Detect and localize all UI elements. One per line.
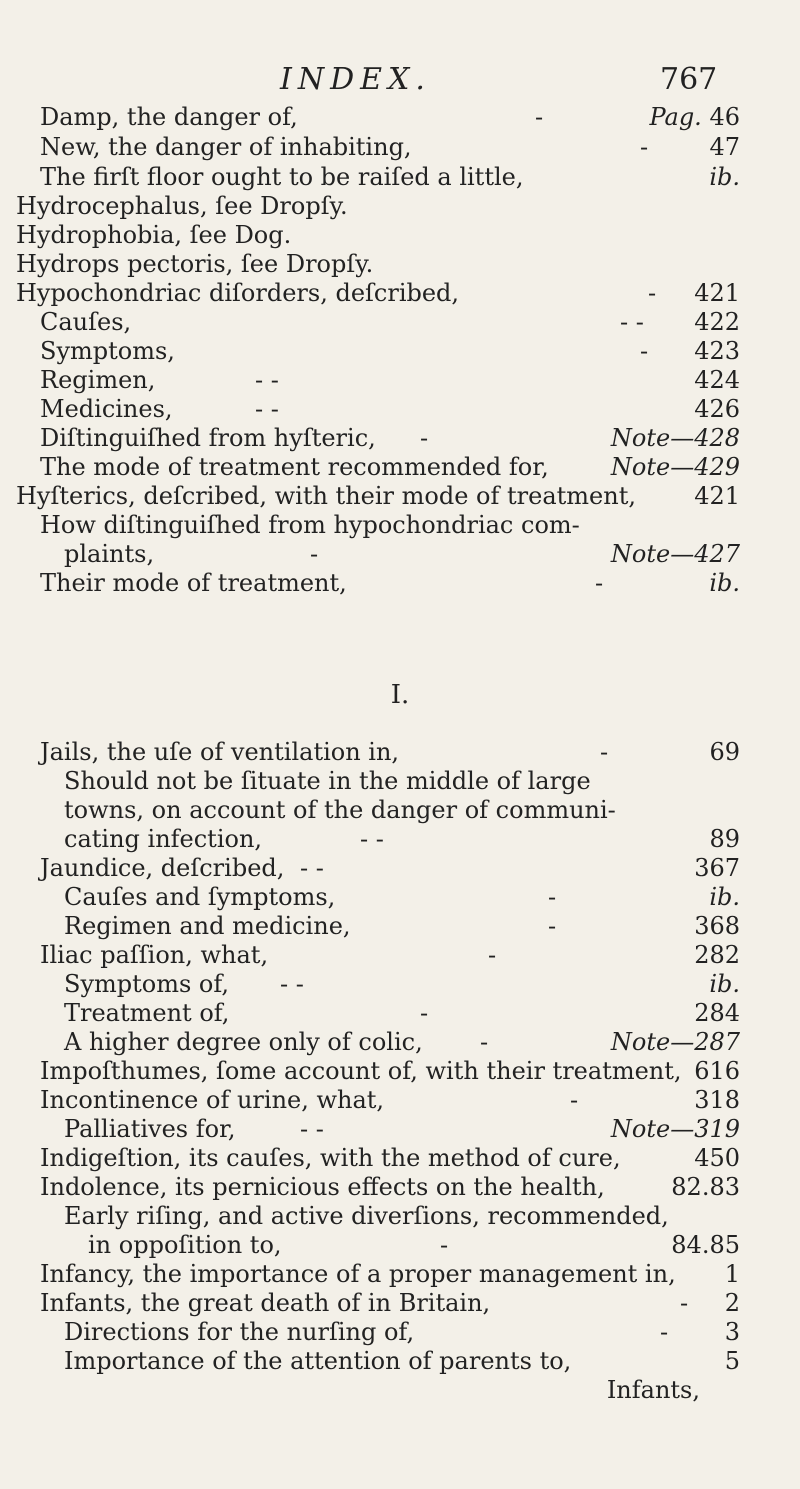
index-entry: Iliac paſſion, what, - 282: [40, 941, 740, 969]
index-entry: Cauſes, - - 422: [40, 308, 740, 336]
section-letter: I.: [390, 680, 410, 710]
index-entry: Hydrophobia, ſee Dog.: [16, 221, 292, 249]
index-entry: A higher degree only of colic, - Note—287: [64, 1028, 740, 1056]
index-entry: Jaundice, deſcribed, - - 367: [40, 854, 740, 882]
index-entry: Symptoms of, - - ib.: [64, 970, 740, 998]
index-entry: Damp, the danger of, - Pag. 46: [40, 103, 740, 131]
index-entry: Palliatives for, - - Note—319: [64, 1115, 740, 1143]
index-entry: Cauſes and ſymptoms, - ib.: [64, 883, 740, 911]
index-entry: Their mode of treatment, - ib.: [40, 569, 740, 597]
page-title: INDEX.: [280, 62, 431, 97]
index-entry: in oppoſition to, - 84.85: [88, 1231, 740, 1259]
index-entry: New, the danger of inhabiting, - 47: [40, 133, 740, 161]
index-entry: Infants, the great death of in Britain, - 2: [40, 1289, 740, 1317]
index-entry: Infancy, the importance of a proper management in, 1: [40, 1260, 740, 1288]
index-entry: The mode of treatment recommended for, Note—429: [40, 453, 740, 481]
index-entry: Hypochondriac diſorders, deſcribed, - 421: [16, 279, 740, 307]
index-entry: Hydrocephalus, ſee Dropſy.: [16, 192, 348, 220]
index-entry: How diſtinguiſhed from hypochondriac com-: [40, 511, 580, 539]
index-entry: Medicines, - - 426: [40, 395, 740, 423]
index-entry: Impoſthumes, ſome account of, with their treatment, 616: [40, 1057, 740, 1085]
index-entry: Directions for the nurſing of, - 3: [64, 1318, 740, 1346]
index-entry: plaints, - Note—427: [64, 540, 740, 568]
page-number: 767: [660, 62, 718, 97]
index-entry: Regimen and medicine, - 368: [64, 912, 740, 940]
index-entry: Hydrops pectoris, ſee Dropſy.: [16, 250, 374, 278]
page-header: [0, 62, 800, 102]
catchword: Infants,: [606, 1376, 700, 1404]
index-entry: Diſtinguiſhed from hyſteric, - Note—428: [40, 424, 740, 452]
index-entry: Jails, the uſe of ventilation in, - 69: [40, 738, 740, 766]
index-entry: Treatment of, - 284: [64, 999, 740, 1027]
index-entry: Regimen, - - 424: [40, 366, 740, 394]
index-entry: Should not be ſituate in the middle of large: [64, 767, 591, 795]
index-entry: towns, on account of the danger of communi-: [64, 796, 616, 824]
index-entry: Early riſing, and active diverſions, recommended,: [64, 1202, 669, 1230]
index-entry: cating infection, - - 89: [64, 825, 740, 853]
index-entry: Indigeſtion, its cauſes, with the method of cure, 450: [40, 1144, 740, 1172]
index-entry: The firſt floor ought to be raiſed a little, ib.: [40, 163, 740, 191]
index-entry: Hyſterics, deſcribed, with their mode of treatment, 421: [16, 482, 740, 510]
index-entry: Importance of the attention of parents to, 5: [64, 1347, 740, 1375]
index-entry: Indolence, its pernicious effects on the health, 82.83: [40, 1173, 740, 1201]
index-entry: Incontinence of urine, what, - 318: [40, 1086, 740, 1114]
index-entry: Symptoms, - 423: [40, 337, 740, 365]
